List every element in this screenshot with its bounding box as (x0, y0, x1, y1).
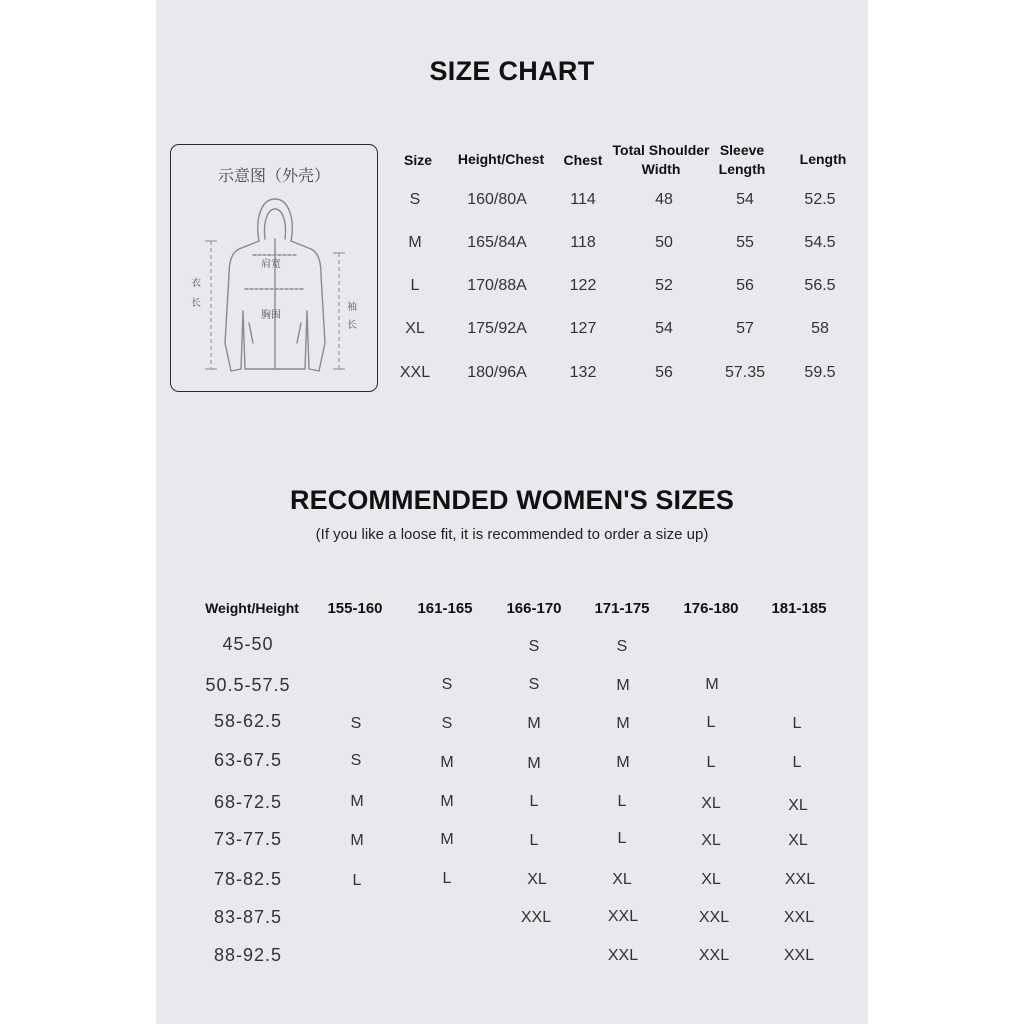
size-cell: L (352, 872, 362, 889)
col-header-size: Size (403, 152, 433, 168)
weight-label: 63-67.5 (213, 750, 283, 770)
table-cell: 175/92A (467, 320, 527, 337)
size-cell: XXL (520, 909, 552, 926)
size-cell: L (442, 870, 452, 887)
table-cell: 58 (811, 320, 829, 337)
height-header: 181-185 (771, 600, 827, 617)
height-header: 166-170 (506, 600, 562, 617)
size-cell: M (350, 793, 364, 810)
hoodie-outline-icon (183, 193, 367, 379)
chest-label: 胸围 (261, 310, 281, 321)
weight-label: 88-92.5 (213, 945, 283, 965)
size-cell: S (441, 715, 453, 732)
table-cell: L (410, 277, 420, 294)
table-cell: 52.5 (804, 191, 836, 208)
size-cell: L (792, 754, 802, 771)
table-cell: 59.5 (804, 364, 836, 381)
content-panel (156, 0, 868, 1024)
height-header: 176-180 (683, 600, 739, 617)
size-cell: XL (701, 871, 721, 888)
size-cell: L (529, 832, 539, 849)
table-cell: XXL (399, 364, 431, 381)
diagram-title: 示意图（外壳） (217, 166, 330, 185)
size-cell: L (617, 793, 627, 810)
size-cell: S (350, 715, 362, 732)
weight-label: 83-87.5 (213, 907, 283, 927)
table-cell: 52 (655, 277, 673, 294)
size-cell: XXL (783, 947, 815, 964)
recommended-title: RECOMMENDED WOMEN'S SIZES (290, 485, 734, 515)
col-header-length: Length (799, 151, 847, 167)
table-cell: 160/80A (467, 191, 527, 208)
table-cell: 54 (655, 320, 673, 337)
size-cell: L (706, 714, 716, 731)
table-cell: 170/88A (467, 277, 527, 294)
table-cell: XL (405, 320, 425, 337)
size-cell: L (706, 754, 716, 771)
garment-diagram (170, 144, 378, 392)
table-cell: 127 (569, 320, 597, 337)
size-cell: M (527, 755, 541, 772)
size-cell: XXL (607, 908, 639, 925)
corner-header: Weight/Height (205, 600, 299, 616)
size-cell: L (792, 715, 802, 732)
size-cell: XL (527, 871, 547, 888)
size-cell: XL (701, 832, 721, 849)
weight-label: 45-50 (222, 634, 274, 654)
weight-label: 78-82.5 (213, 869, 283, 889)
size-cell: M (440, 793, 454, 810)
shoulder-label: 肩宽 (261, 259, 281, 270)
size-cell: M (440, 831, 454, 848)
table-cell: 165/84A (467, 234, 527, 251)
size-chart-title: SIZE CHART (429, 56, 595, 86)
weight-label: 58-62.5 (213, 711, 283, 731)
table-cell: 118 (570, 234, 596, 251)
size-cell: M (616, 677, 630, 694)
table-cell: 48 (655, 191, 673, 208)
size-cell: XXL (607, 947, 639, 964)
size-cell: S (528, 638, 540, 655)
table-cell: 55 (736, 234, 754, 251)
length-label-1: 衣 (191, 278, 201, 289)
table-cell: 57.35 (724, 364, 766, 381)
size-cell: L (617, 830, 627, 847)
size-cell: XL (701, 795, 721, 812)
sleeve-label-1: 袖 (347, 302, 357, 313)
recommended-subtitle: (If you like a loose fit, it is recommended to order a size up) (315, 526, 709, 543)
size-cell: M (350, 832, 364, 849)
size-cell: XL (788, 832, 808, 849)
col-header-chest: Chest (563, 152, 603, 168)
height-header: 161-165 (417, 600, 473, 617)
size-cell: XXL (698, 947, 730, 964)
table-cell: 56 (655, 364, 673, 381)
table-cell: 50 (655, 234, 673, 251)
table-cell: 180/96A (467, 364, 527, 381)
height-header: 155-160 (327, 600, 383, 617)
weight-label: 68-72.5 (213, 792, 283, 812)
size-cell: M (440, 754, 454, 771)
weight-label: 50.5-57.5 (205, 675, 291, 695)
table-cell: 54 (736, 191, 754, 208)
size-cell: M (616, 715, 630, 732)
size-cell: XL (612, 871, 632, 888)
col-header-shoulder: Total Shoulder Width (612, 142, 710, 177)
size-cell: XL (788, 797, 808, 814)
size-cell: XXL (784, 871, 816, 888)
table-cell: M (408, 234, 422, 251)
weight-label: 73-77.5 (213, 829, 283, 849)
col-header-sleeve: Sleeve Length (718, 142, 766, 177)
size-cell: S (528, 676, 540, 693)
table-cell: 56 (736, 277, 754, 294)
size-cell: M (705, 676, 719, 693)
size-cell: S (441, 676, 453, 693)
table-cell: 57 (736, 320, 754, 337)
table-cell: S (409, 191, 421, 208)
sleeve-label-2: 长 (347, 320, 357, 331)
table-cell: 132 (569, 364, 597, 381)
table-cell: 114 (570, 191, 596, 208)
col-header-height-chest: Height/Chest (457, 151, 545, 167)
size-cell: S (616, 638, 628, 655)
table-cell: 56.5 (804, 277, 836, 294)
size-cell: XXL (698, 909, 730, 926)
size-cell: L (529, 793, 539, 810)
size-cell: XXL (783, 909, 815, 926)
size-cell: S (350, 752, 362, 769)
size-cell: M (616, 754, 630, 771)
height-header: 171-175 (594, 600, 650, 617)
length-label-2: 长 (191, 298, 201, 309)
size-cell: M (527, 715, 541, 732)
table-cell: 54.5 (804, 234, 836, 251)
table-cell: 122 (569, 277, 597, 294)
